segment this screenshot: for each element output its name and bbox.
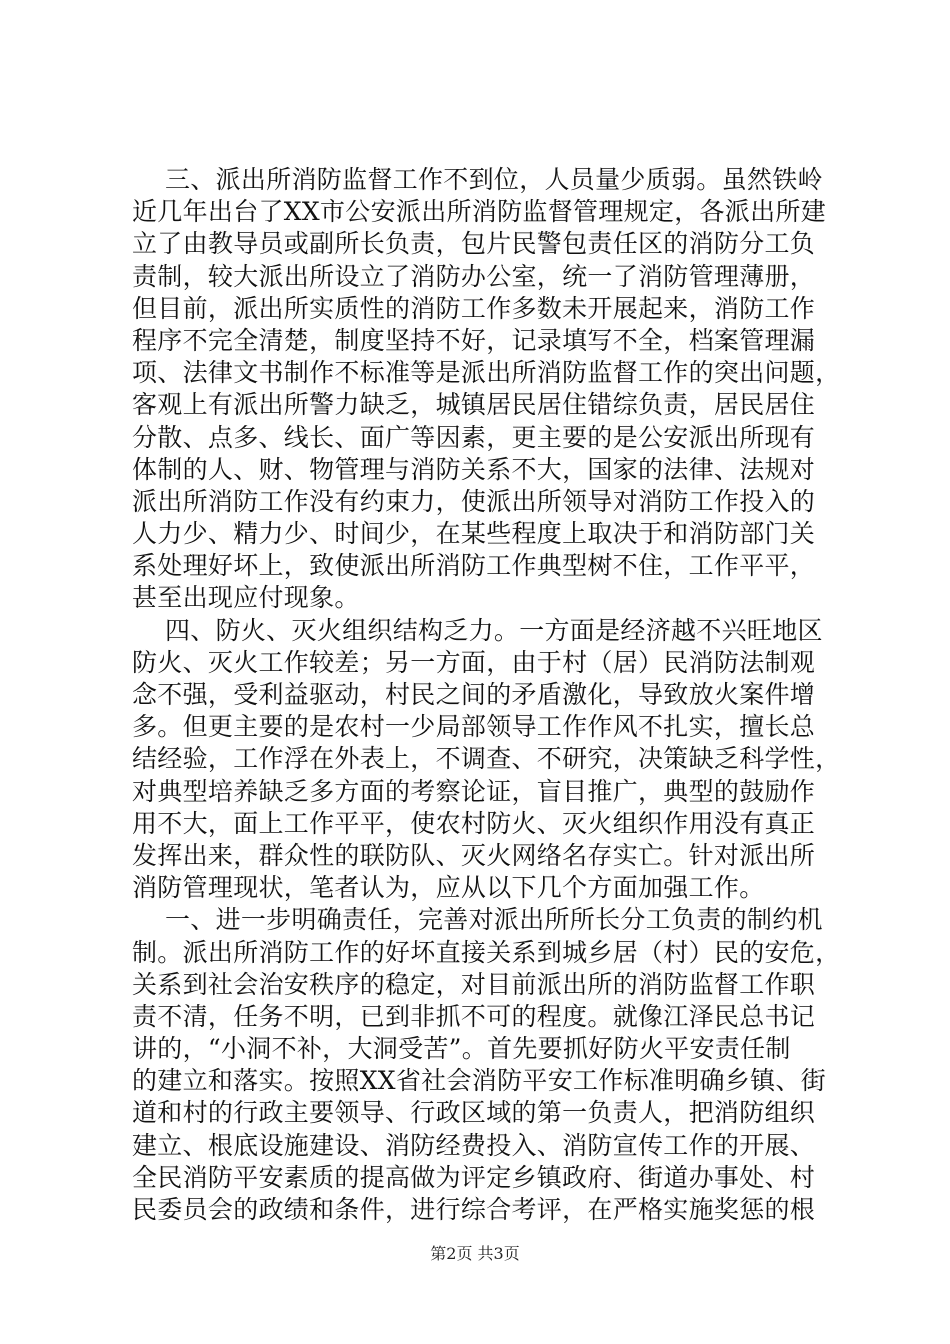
text-line: 体制的人、财、物管理与消防关系不大，国家的法律、法规对 [132, 454, 816, 484]
text-line: 一、进一步明确责任，完善对派出所所长分工负责的制约机 [132, 905, 823, 935]
text-line: 消防管理现状，笔者认为，应从以下几个方面加强工作。 [132, 873, 765, 903]
text-line: 客观上有派出所警力缺乏，城镇居民居住错综负责，居民居住 [132, 390, 816, 420]
text-line: 责制，较大派出所设立了消防办公室，统一了消防管理薄册， [132, 261, 816, 291]
text-line: 多。但更主要的是农村一少局部领导工作作风不扎实，擅长总 [132, 712, 816, 742]
text-line: 但目前，派出所实质性的消防工作多数未开展起来，消防工作 [132, 293, 816, 323]
text-line: 的建立和落实。按照XX省社会消防平安工作标准明确乡镇、街 [132, 1066, 826, 1096]
text-line: 结经验，工作浮在外表上，不调查、不研究，决策缺乏科学性， [132, 744, 841, 774]
text-line: 制。派出所消防工作的好坏直接关系到城乡居（村）民的安危， [132, 937, 841, 967]
text-line: 发挥出来，群众性的联防队、灭火网络名存实亡。针对派出所 [132, 840, 816, 870]
text-line: 讲的，“小洞不补，大洞受苦”。首先要抓好防火平安责任制 [132, 1034, 791, 1064]
text-line: 三、派出所消防监督工作不到位，人员量少质弱。虽然铁岭 [132, 165, 823, 194]
text-line: 防火、灭火工作较差；另一方面，由于村（居）民消防法制观 [132, 647, 816, 677]
text-line: 项、法律文书制作不标准等是派出所消防监督工作的突出问题， [132, 358, 841, 388]
text-line: 关系到社会治安秩序的稳定，对目前派出所的消防监督工作职 [132, 969, 816, 999]
text-line: 系处理好坏上，致使派出所消防工作典型树不住，工作平平， [132, 551, 816, 581]
text-line: 民委员会的政绩和条件，进行综合考评，在严格实施奖惩的根 [132, 1195, 816, 1224]
body-text [132, 164, 841, 1226]
text-line: 四、防火、灭火组织结构乏力。一方面是经济越不兴旺地区 [132, 615, 823, 645]
text-line: 近几年出台了XX市公安派出所消防监督管理规定，各派出所建 [132, 197, 826, 227]
page-footer: 第2页 共3页 [430, 1244, 520, 1263]
text-line: 建立、根底设施建设、消防经费投入、消防宣传工作的开展、 [132, 1130, 816, 1160]
text-line: 道和村的行政主要领导、行政区域的第一负责人，把消防组织 [132, 1098, 816, 1128]
text-line: 分散、点多、线长、面广等因素，更主要的是公安派出所现有 [132, 422, 816, 452]
text-line: 用不大，面上工作平平，使农村防火、灭火组织作用没有真正 [132, 808, 816, 838]
text-line: 立了由教导员或副所长负责，包片民警包责任区的消防分工负 [132, 229, 816, 259]
text-line: 对典型培养缺乏多方面的考察论证，盲目推广，典型的鼓励作 [132, 776, 816, 806]
text-line: 甚至出现应付现象。 [132, 583, 360, 613]
text-line: 派出所消防工作没有约束力，使派出所领导对消防工作投入的 [132, 486, 816, 516]
text-line: 责不清，任务不明，已到非抓不可的程度。就像江泽民总书记 [132, 1001, 816, 1031]
text-line: 念不强，受利益驱动，村民之间的矛盾激化，导致放火案件增 [132, 680, 816, 709]
text-line: 人力少、精力少、时间少，在某些程度上取决于和消防部门关 [132, 519, 816, 549]
text-line: 程序不完全清楚，制度坚持不好，记录填写不全，档案管理漏 [132, 325, 816, 355]
text-line: 全民消防平安素质的提高做为评定乡镇政府、街道办事处、村 [132, 1162, 816, 1192]
